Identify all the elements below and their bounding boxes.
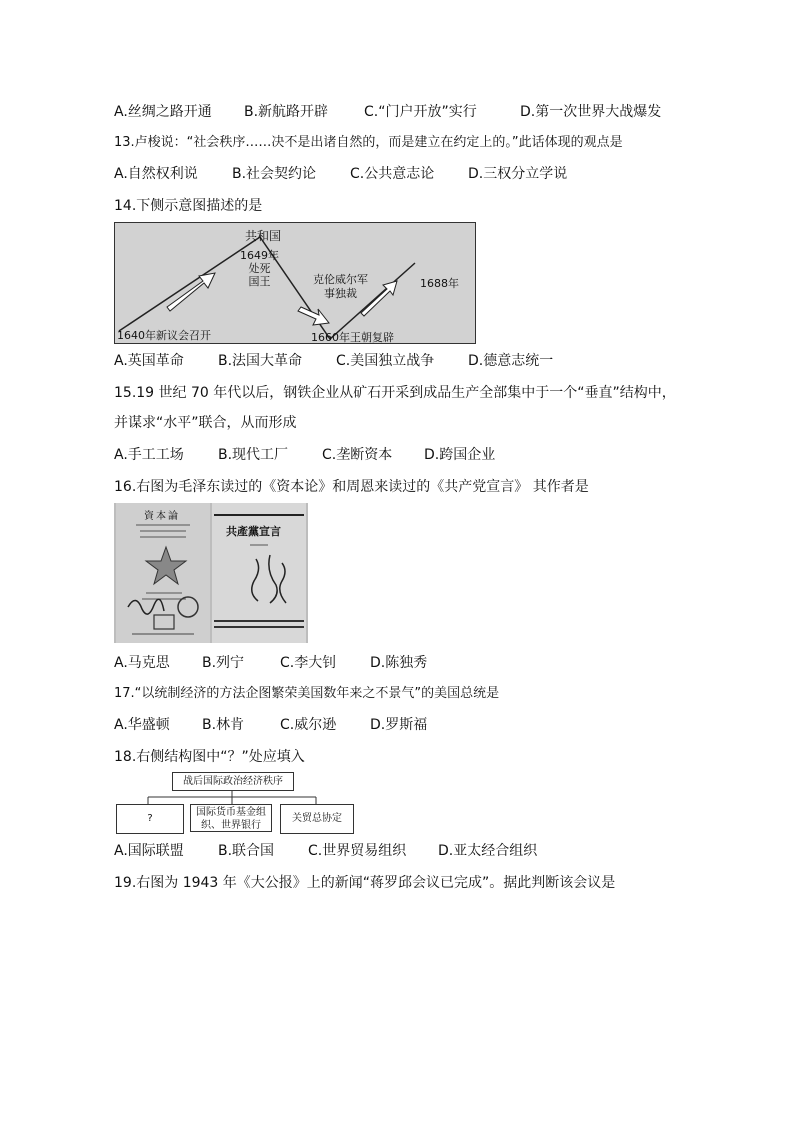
q14-arrow-down [298, 307, 329, 325]
q14-arrow-up-left [167, 273, 215, 311]
q12-option-a: A.丝绸之路开通 [114, 104, 212, 120]
manifesto-cover [212, 503, 306, 643]
q15-option-b: B.现代工厂 [218, 447, 289, 463]
q13-stem: 13.卢梭说：“社会秩序……决不是出诸自然的，而是建立在约定上的。”此话体现的观点是 [114, 135, 623, 150]
q14-stem: 14.下侧示意图描述的是 [114, 198, 263, 214]
das-kapital-title: 資本論 [144, 511, 180, 522]
q12-option-d: D.第一次世界大战爆发 [520, 104, 662, 120]
q14-label-1688: 1688年 [420, 277, 459, 290]
q17-option-a: A.华盛顿 [114, 717, 170, 733]
q18-option-d: D.亚太经合组织 [438, 843, 538, 859]
q13-option-b: B.社会契约论 [232, 166, 317, 182]
q12-option-b: B.新航路开辟 [244, 104, 329, 120]
q14-label-republic: 共和国 [245, 229, 282, 243]
q13-option-a: A.自然权利说 [114, 166, 198, 182]
q14-options [114, 351, 714, 371]
q18-option-a: A.国际联盟 [114, 843, 184, 859]
q16-option-a: A.马克思 [114, 655, 170, 671]
q15-option-c: C.垄断资本 [322, 447, 393, 463]
q14-option-b: B.法国大革命 [218, 353, 303, 369]
q14-label-1649: 1649年 处死 国王 [240, 249, 279, 288]
q15-stem-line2: 并谋求“水平”联合，从而形成 [114, 415, 297, 431]
q16-book-photo [114, 503, 308, 643]
q14-label-cromwell: 克伦威尔军 事独裁 [313, 273, 368, 300]
q14-diagram [114, 222, 476, 344]
q14-label-1660: 1660年王朝复辟 [311, 331, 394, 344]
manifesto-title: 共產黨宣言 [226, 525, 281, 538]
das-kapital-cover [116, 503, 210, 643]
q18-stem: 18.右侧结构图中“？”处应填入 [114, 749, 305, 765]
q17-option-d: D.罗斯福 [370, 717, 428, 733]
q15-option-a: A.手工工场 [114, 447, 184, 463]
q16-options [114, 653, 714, 673]
q18-gatt-box: 关贸总协定 [280, 804, 354, 834]
q18-imf-box: 国际货币基金组 织、世界银行 [190, 804, 272, 832]
q12-options [114, 102, 714, 122]
q18-root-box: 战后国际政治经济秩序 [172, 772, 294, 791]
q17-options [114, 715, 714, 735]
q16-stem: 16.右图为毛泽东读过的《资本论》和周恩来读过的《共产党宣言》 其作者是 [114, 479, 589, 495]
q18-options [114, 841, 714, 861]
q14-option-d: D.德意志统一 [468, 353, 554, 369]
q16-option-c: C.李大钊 [280, 655, 337, 671]
das-kapital-marks [116, 503, 210, 639]
q16-option-b: B.列宁 [202, 655, 245, 671]
q13-option-d: D.三权分立学说 [468, 166, 568, 182]
q14-option-c: C.美国独立战争 [336, 353, 435, 369]
q18-unknown-box: ? [116, 804, 184, 834]
q16-option-d: D.陈独秀 [370, 655, 428, 671]
q17-option-b: B.林肯 [202, 717, 245, 733]
q14-label-1640: 1640年新议会召开 [117, 329, 211, 342]
q18-structure-chart [116, 772, 356, 834]
q13-option-c: C.公共意志论 [350, 166, 435, 182]
q17-option-c: C.威尔逊 [280, 717, 337, 733]
q19-stem: 19.右图为 1943 年《大公报》上的新闻“蒋罗邱会议已完成”。据此判断该会议是 [114, 875, 616, 891]
q13-options [114, 164, 714, 184]
q15-options [114, 445, 714, 465]
q12-option-c: C.“门户开放”实行 [364, 104, 477, 120]
q18-option-c: C.世界贸易组织 [308, 843, 407, 859]
q18-option-b: B.联合国 [218, 843, 275, 859]
q14-option-a: A.英国革命 [114, 353, 184, 369]
q15-option-d: D.跨国企业 [424, 447, 496, 463]
q15-stem-line1: 15.19 世纪 70 年代以后，钢铁企业从矿石开采到成品生产全部集中于一个“垂直”结构中， [114, 385, 676, 401]
q17-stem: 17.“以统制经济的方法企图繁荣美国数年来之不景气”的美国总统是 [114, 686, 500, 701]
manifesto-marks [212, 503, 306, 643]
